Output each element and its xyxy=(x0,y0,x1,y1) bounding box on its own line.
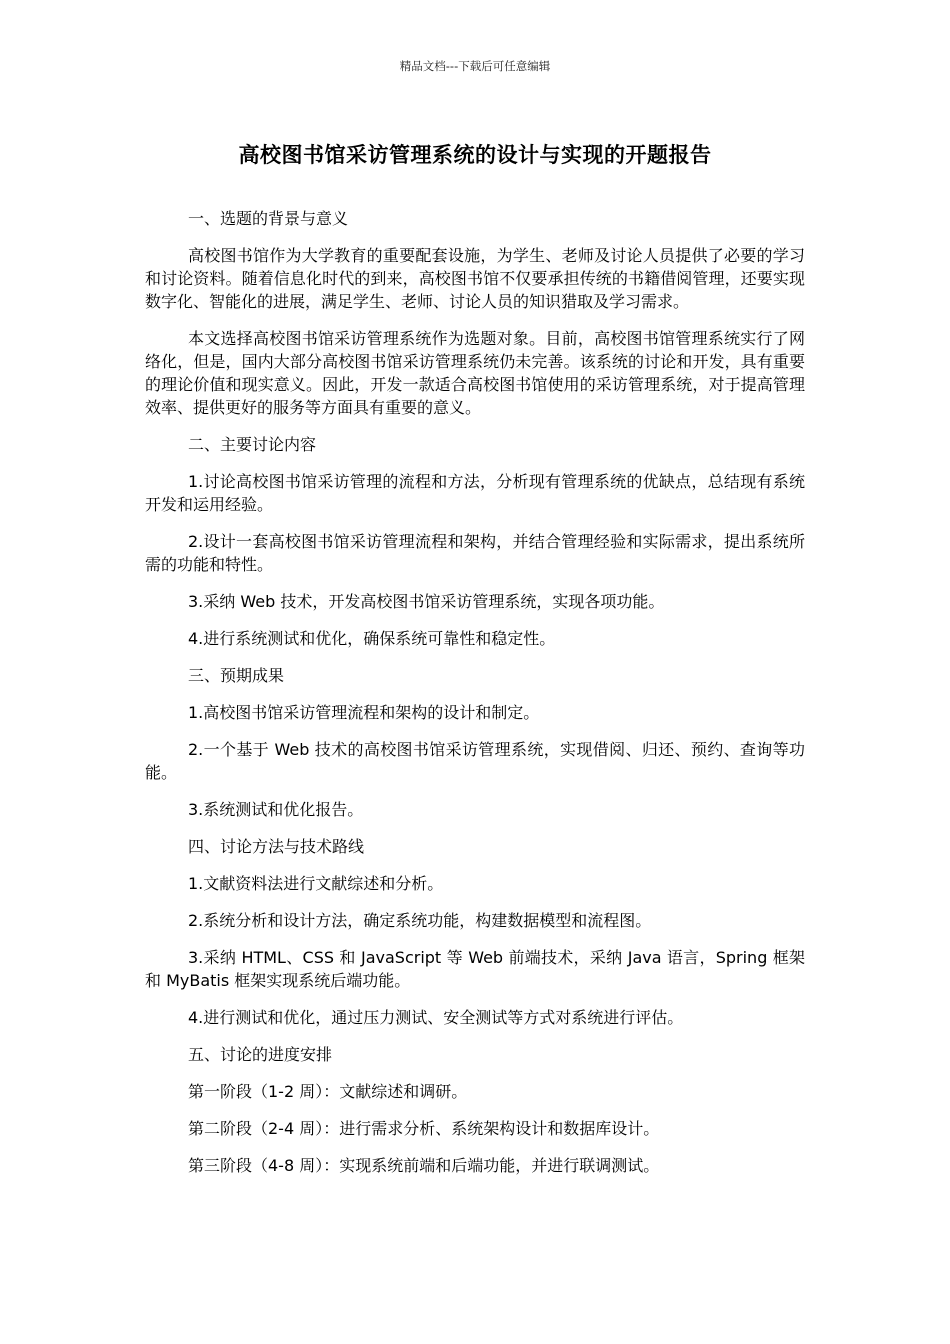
list-item-content-2: 2.设计一套高校图书馆采访管理流程和架构，并结合管理经验和实际需求，提出系统所需的功能和特性。 xyxy=(145,532,805,574)
section-heading-expected-results: 三、预期成果 xyxy=(188,666,285,685)
list-item-method-4: 4.进行测试和优化，通过压力测试、安全测试等方式对系统进行评估。 xyxy=(188,1008,684,1027)
section-heading-methods: 四、讨论方法与技术路线 xyxy=(188,837,365,856)
document-body xyxy=(145,207,805,1191)
document-title: 高校图书馆采访管理系统的设计与实现的开题报告 xyxy=(238,143,712,167)
section-heading-schedule: 五、讨论的进度安排 xyxy=(188,1045,333,1064)
list-item-schedule-1: 第一阶段（1-2 周）：文献综述和调研。 xyxy=(188,1082,468,1101)
list-item-result-1: 1.高校图书馆采访管理流程和架构的设计和制定。 xyxy=(188,703,540,722)
list-item-result-2: 2.一个基于 Web 技术的高校图书馆采访管理系统，实现借阅、归还、预约、查询等功能。 xyxy=(145,740,805,782)
list-item-schedule-2: 第二阶段（2-4 周）：进行需求分析、系统架构设计和数据库设计。 xyxy=(188,1119,660,1138)
list-item-method-1: 1.文献资料法进行文献综述和分析。 xyxy=(188,874,444,893)
paragraph-topic-choice: 本文选择高校图书馆采访管理系统作为选题对象。目前，高校图书馆管理系统实行了网络化，但是，国内大部分高校图书馆采访管理系统仍未完善。该系统的讨论和开发，具有重要的理论价值和现实意义。因此，开发一款适合高校图书馆使用的采访管理系统，对于提高管理效率、提供更好的服务等方面具有重要的意义。 xyxy=(145,329,805,417)
list-item-schedule-3: 第三阶段（4-8 周）：实现系统前端和后端功能，并进行联调测试。 xyxy=(188,1156,660,1175)
list-item-content-1: 1.讨论高校图书馆采访管理的流程和方法，分析现有管理系统的优缺点，总结现有系统开发和运用经验。 xyxy=(145,472,805,514)
list-item-result-3: 3.系统测试和优化报告。 xyxy=(188,800,364,819)
section-heading-main-content: 二、主要讨论内容 xyxy=(188,435,317,454)
list-item-content-3: 3.采纳 Web 技术，开发高校图书馆采访管理系统，实现各项功能。 xyxy=(188,592,665,611)
section-heading-background: 一、选题的背景与意义 xyxy=(188,209,349,228)
list-item-method-3: 3.采纳 HTML、CSS 和 JavaScript 等 Web 前端技术，采纳 Java 语言，Spring 框架和 MyBatis 框架实现系统后端功能。 xyxy=(145,948,805,990)
paragraph-background: 高校图书馆作为大学教育的重要配套设施，为学生、老师及讨论人员提供了必要的学习和讨论资料。随着信息化时代的到来，高校图书馆不仅要承担传统的书籍借阅管理，还要实现数字化、智能化的进展，满足学生、老师、讨论人员的知识猎取及学习需求。 xyxy=(145,246,805,311)
list-item-method-2: 2.系统分析和设计方法，确定系统功能，构建数据模型和流程图。 xyxy=(188,911,652,930)
page-header-note: 精品文档---下载后可任意编辑 xyxy=(399,59,551,73)
list-item-content-4: 4.进行系统测试和优化，确保系统可靠性和稳定性。 xyxy=(188,629,556,648)
